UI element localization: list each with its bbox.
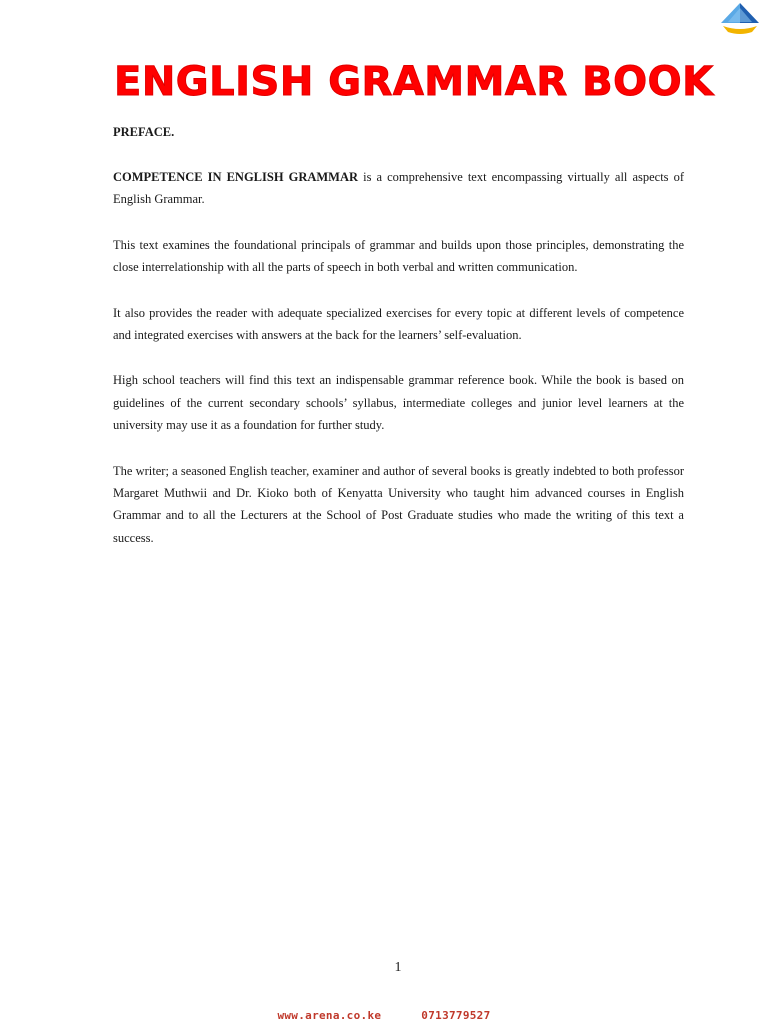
page-number: 1 <box>394 960 402 975</box>
paragraph-text: This text examines the foundational principals of grammar and builds upon those principles, demonstrating the close interrelationship with all the parts of speech in both verbal and written communication. <box>113 237 684 275</box>
footer-phone: 0713779527 <box>421 1009 491 1022</box>
document-body <box>113 121 684 572</box>
document-title: ENGLISH GRAMMAR BOOK <box>114 59 714 105</box>
paragraph-lead: COMPETENCE IN ENGLISH GRAMMAR <box>113 170 359 184</box>
paragraph <box>113 302 684 347</box>
footer-website-link[interactable]: www.arena.co.ke <box>277 1009 382 1022</box>
logo-swoosh <box>723 26 757 34</box>
paragraph-text: The writer; a seasoned English teacher, examiner and author of several books is greatly indebted to both professor Margaret Muthwii and Dr. Kioko both of Kenyatta University who taught him advanced courses in English Grammar and to all the Lecturers at the School of Post Graduate studies who made the writing of this text a success. <box>113 463 684 545</box>
paragraph <box>113 166 684 211</box>
paragraph <box>113 369 684 436</box>
paragraph <box>113 234 684 279</box>
paragraph <box>113 460 684 550</box>
paragraph-text: High school teachers will find this text an indispensable grammar reference book. While the book is based on guidelines of the current secondary schools’ syllabus, intermediate colleges and junior level learners at the university may use it as a foundation for further study. <box>113 373 684 433</box>
paragraph-text: It also provides the reader with adequate specialized exercises for every topic at different levels of competence and integrated exercises with answers at the back for the learners’ self-evaluation. <box>113 305 684 343</box>
section-heading: PREFACE. <box>113 125 175 139</box>
diamond-logo-icon <box>718 2 762 38</box>
footer <box>0 1009 768 1023</box>
logo-graphic <box>718 2 762 38</box>
paragraph-text: is a comprehensive text encompassing virtually all aspects of English Grammar. <box>113 170 685 207</box>
